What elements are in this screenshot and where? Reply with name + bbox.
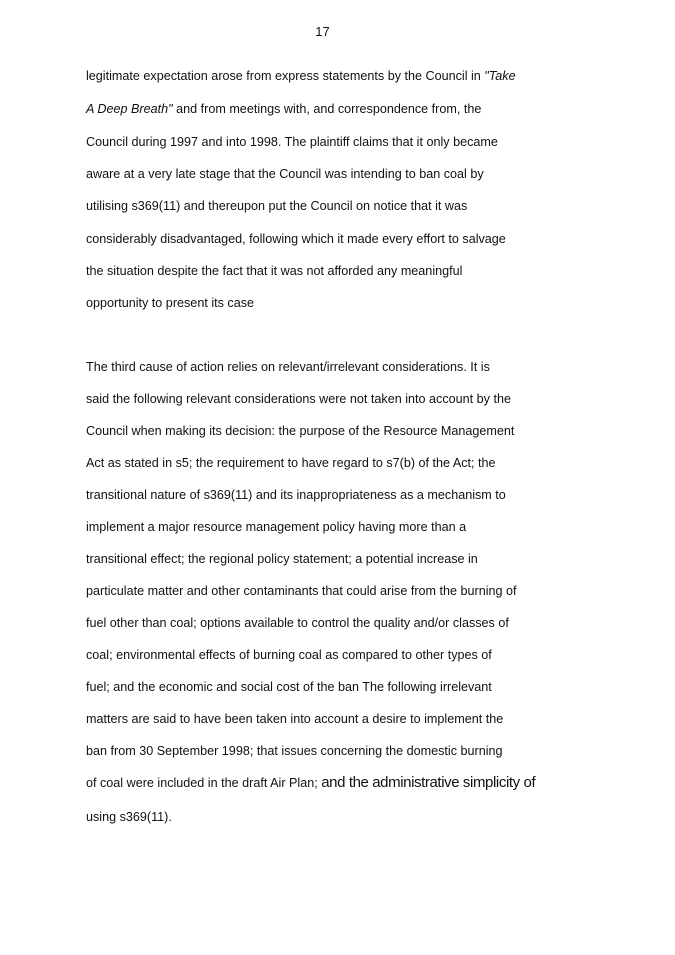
text-run: legitimate expectation arose from express statements by the Council in (86, 69, 485, 83)
paragraph-1-line-2 (86, 101, 481, 117)
paragraph-2-line-7: transitional effect; the regional policy statement; a potential increase in (86, 552, 478, 566)
paragraph-2-line-6: implement a major resource management policy having more than a (86, 520, 467, 534)
paragraph-1-line-5: utilising s369(11) and thereupon put the Council on notice that it was (86, 199, 468, 213)
paragraph-2-line-12: matters are said to have been taken into account a desire to implement the (86, 712, 504, 726)
paragraph-2-line-15: using s369(11). (86, 810, 172, 824)
paragraph-2-line-10: coal; environmental effects of burning coal as compared to other types of (86, 648, 492, 662)
paragraph-2-line-5: transitional nature of s369(11) and its inappropriateness as a mechanism to (86, 488, 506, 502)
italic-title-part-1: "Take (484, 69, 516, 83)
text-run-larger: and the administrative simplicity of (321, 774, 536, 791)
italic-title-part-2: A Deep Breath" (86, 102, 173, 116)
paragraph-1-line-6: considerably disadvantaged, following which it made every effort to salvage (86, 232, 506, 246)
paragraph-2-line-11: fuel; and the economic and social cost of the ban The following irrelevant (86, 680, 492, 694)
paragraph-1-line-8: opportunity to present its case (86, 296, 255, 310)
text-run: and from meetings with, and correspondence from, the (172, 102, 482, 116)
paragraph-1-line-7: the situation despite the fact that it was not afforded any meaningful (86, 264, 463, 278)
paragraph-1-line-1 (86, 68, 516, 84)
paragraph-1-line-3: Council during 1997 and into 1998. The plaintiff claims that it only became (86, 135, 498, 149)
paragraph-2-line-14 (86, 775, 535, 791)
paragraph-2-line-1: The third cause of action relies on relevant/irrelevant considerations. It is (86, 360, 490, 374)
text-run: of coal were included in the draft Air Plan; (86, 776, 322, 790)
paragraph-2-line-3: Council when making its decision: the purpose of the Resource Management (86, 424, 515, 438)
paragraph-2-line-9: fuel other than coal; options available to control the quality and/or classes of (86, 616, 509, 630)
paragraph-2-line-13: ban from 30 September 1998; that issues concerning the domestic burning (86, 744, 503, 758)
page-number: 17 (315, 24, 330, 39)
paragraph-1-line-4: aware at a very late stage that the Council was intending to ban coal by (86, 167, 484, 181)
paragraph-2-line-2: said the following relevant considerations were not taken into account by the (86, 392, 511, 406)
paragraph-2-line-8: particulate matter and other contaminants that could arise from the burning of (86, 584, 517, 598)
paragraph-2-line-4: Act as stated in s5; the requirement to have regard to s7(b) of the Act; the (86, 456, 496, 470)
